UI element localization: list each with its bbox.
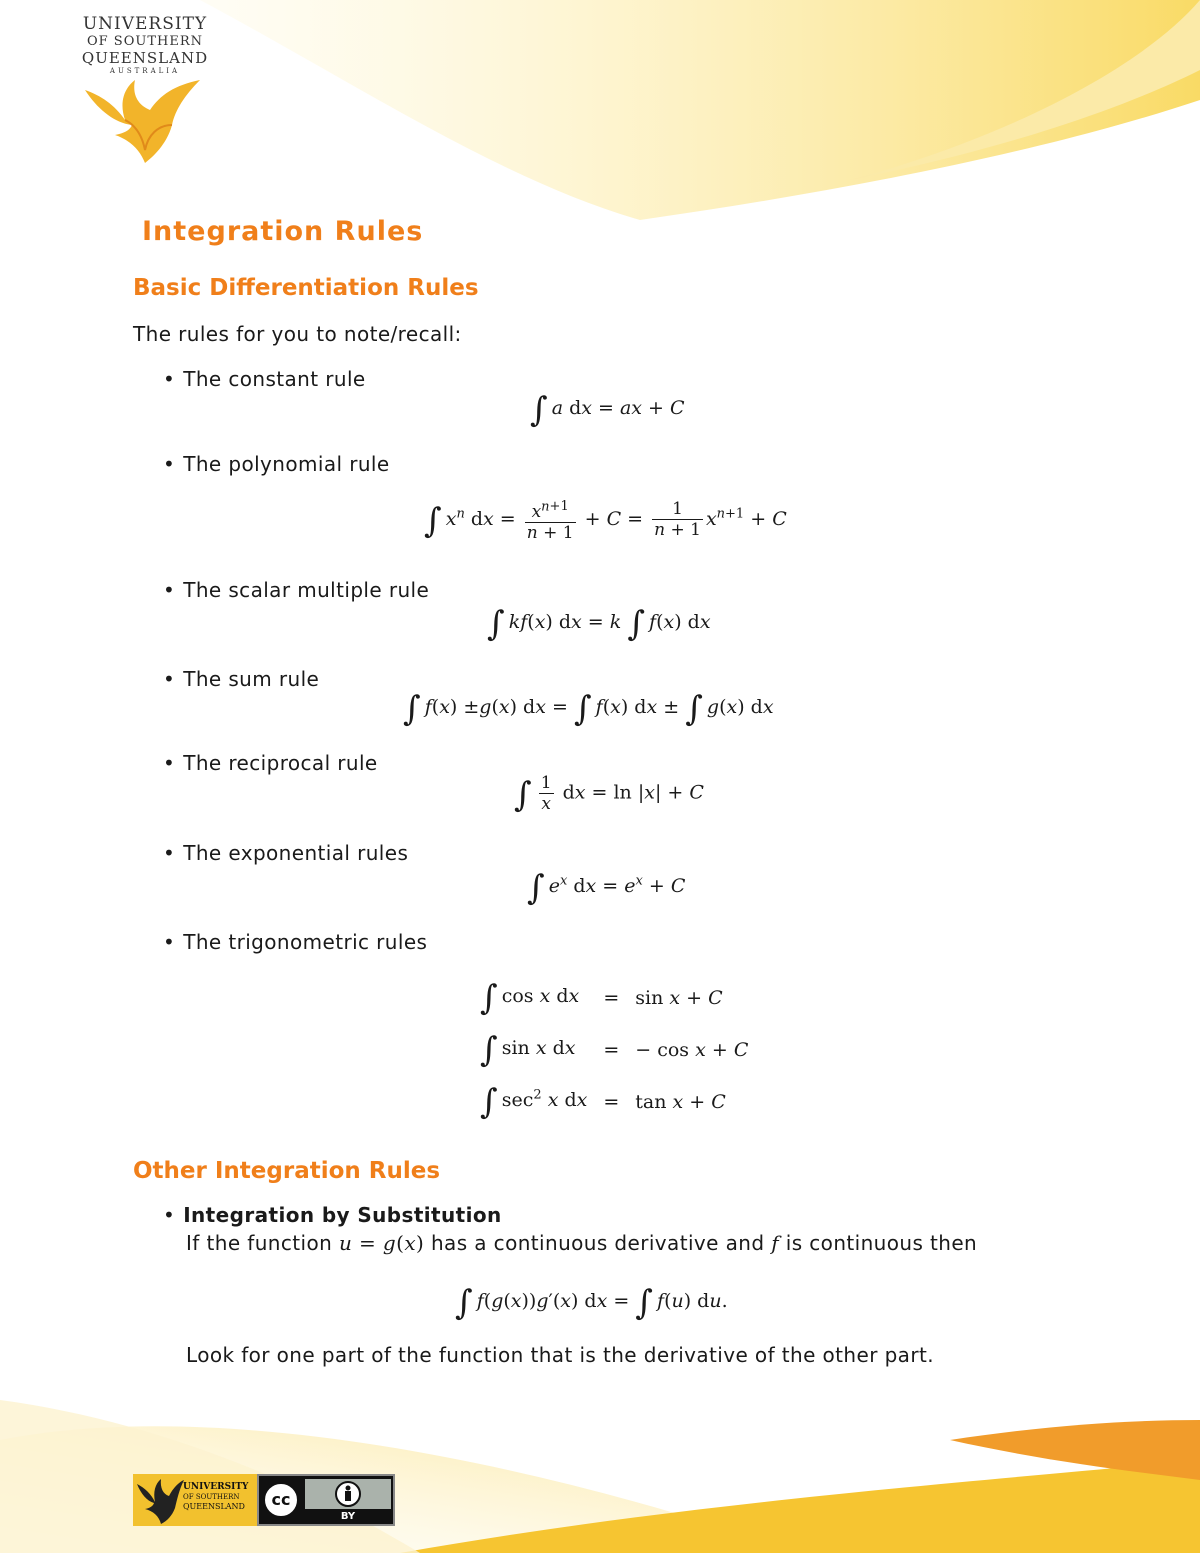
rule-sum bbox=[163, 667, 319, 691]
bullet-icon: • bbox=[163, 452, 176, 476]
trig-row-sin: ∫ sin x dx = − cos x + C bbox=[480, 1030, 749, 1070]
bullet-icon: • bbox=[163, 367, 176, 391]
formula-trigonometric bbox=[472, 972, 756, 1128]
formula-scalar-multiple: ∫ kf(x) dx = k ∫ f(x) dx bbox=[487, 604, 711, 644]
rule-label: The polynomial rule bbox=[183, 452, 390, 476]
logo-line-4: AUSTRALIA bbox=[109, 67, 181, 75]
rule-label: The exponential rules bbox=[183, 841, 409, 865]
footer-logo-line-2: OF SOUTHERN bbox=[183, 1493, 240, 1501]
substitution-text-c: is continuous then bbox=[779, 1231, 978, 1255]
rule-label: The constant rule bbox=[183, 367, 366, 391]
formula-polynomial: ∫ $x^n$ dx = $\frac{x^{n+1}}{n + 1}$ + C = $\frac{1}{n + 1}$ $x^{n+1} + C$ bbox=[424, 499, 787, 543]
trig-row-sec: ∫ $\sec^2 x$ dx = tan x + C bbox=[480, 1082, 726, 1122]
formula-substitution: ∫ f(g(x))g′(x) dx = ∫ f(u) du. bbox=[455, 1283, 728, 1323]
footer-logo bbox=[133, 1474, 257, 1526]
rule-label: The sum rule bbox=[183, 667, 320, 691]
page-title: Integration Rules bbox=[142, 216, 424, 247]
intro-text: The rules for you to note/recall: bbox=[133, 322, 462, 346]
attribution-panel bbox=[305, 1479, 391, 1509]
university-logo bbox=[80, 14, 210, 164]
substitution-text-b: has a continuous derivative and bbox=[424, 1231, 772, 1255]
phoenix-icon bbox=[80, 75, 210, 165]
bullet-icon: • bbox=[163, 667, 176, 691]
formula-sum: ∫ f(x) ±g(x) dx = ∫ f(x) dx ± ∫ g(x) dx bbox=[403, 689, 774, 729]
bullet-icon: • bbox=[163, 751, 176, 775]
logo-line-3: QUEENSLAND bbox=[81, 49, 209, 67]
trig-row-cos: ∫ cos x dx = sin x + C bbox=[480, 978, 723, 1018]
section-heading-other: Other Integration Rules bbox=[133, 1158, 441, 1184]
bullet-icon: • bbox=[163, 841, 176, 865]
section-heading-basic: Basic Differentiation Rules bbox=[133, 275, 479, 301]
rule-label: The trigonometric rules bbox=[183, 930, 428, 954]
substitution-text-a: If the function bbox=[186, 1231, 339, 1255]
bullet-icon: • bbox=[163, 1203, 176, 1227]
substitution-text: If the function u = g(x) has a continuous derivative and f is continuous then bbox=[186, 1231, 978, 1255]
rule-reciprocal bbox=[163, 751, 378, 775]
substitution-note: Look for one part of the function that is the derivative of the other part. bbox=[186, 1343, 934, 1367]
phoenix-icon bbox=[135, 1474, 185, 1526]
formula-reciprocal: ∫ $\frac{1}{x}$ dx = ln |x| + C bbox=[514, 773, 704, 815]
bullet-icon: • bbox=[163, 930, 176, 954]
footer-logo-line-3: QUEENSLAND bbox=[183, 1502, 245, 1511]
logo-line-1: UNIVERSITY bbox=[82, 14, 208, 34]
rule-constant bbox=[163, 367, 366, 391]
footer-logo-line-1: UNIVERSITY bbox=[183, 1482, 249, 1492]
substitution-heading: Integration by Substitution bbox=[183, 1203, 502, 1227]
rule-substitution bbox=[163, 1203, 502, 1227]
attribution-person-icon bbox=[335, 1481, 361, 1507]
rule-exponential bbox=[163, 841, 408, 865]
by-label: BY bbox=[340, 1511, 356, 1522]
rule-label: The scalar multiple rule bbox=[183, 578, 430, 602]
formula-exponential: ∫ $e^x$ dx = $e^x + C$ bbox=[527, 868, 686, 908]
rule-polynomial bbox=[163, 452, 390, 476]
cc-text: cc bbox=[271, 1490, 291, 1509]
bullet-icon: • bbox=[163, 578, 176, 602]
rule-label: The reciprocal rule bbox=[183, 751, 378, 775]
cc-by-license-badge bbox=[257, 1474, 395, 1526]
rule-scalar-multiple bbox=[163, 578, 429, 602]
logo-line-2: OF SOUTHERN bbox=[87, 34, 203, 49]
rule-trigonometric bbox=[163, 930, 427, 954]
cc-icon bbox=[263, 1482, 299, 1518]
formula-constant: ∫ a dx = ax + C bbox=[530, 390, 685, 430]
